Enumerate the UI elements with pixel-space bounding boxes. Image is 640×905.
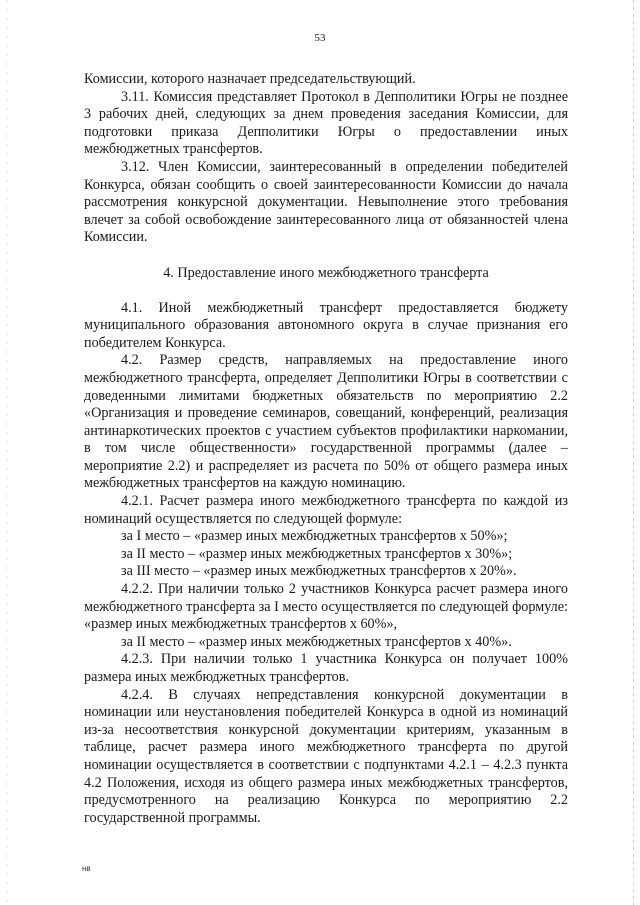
paragraph-4-2-2: 4.2.2. При наличии только 2 участников Конкурса расчет размера иного межбюджетного трансферта за I место осуществляется по следующей формуле: «размер иных межбюджетных трансфертов х 60%», — [84, 581, 568, 633]
scan-edge-right — [633, 0, 634, 905]
paragraph-3-12: 3.12. Член Комиссии, заинтересованный в определении победителей Конкурса, обязан сообщить о своей заинтересованности Комиссии до начала рассмотрения конкурсной документации. Невыполнение этого требования влечет за собой освобождение заинтересованного лица от обязанностей члена Комиссии. — [84, 158, 568, 246]
paragraph-4-2-3: 4.2.3. При наличии только 1 участника Конкурса он получает 100% размера иных межбюджетных трансфертов. — [84, 651, 568, 685]
paragraph-4-1: 4.1. Иной межбюджетный трансферт предоставляется бюджету муниципального образования автономного округа в случае признания его победителем Конкурса. — [84, 299, 568, 351]
document-body — [84, 71, 568, 827]
paragraph-4-2-4: 4.2.4. В случаях непредставления конкурсной документации в номинации или неустановления победителей Конкурса в одной из номинаций из-за несоответствия конкурсной документации критериям, указанным в таблице, расчет размера иного межбюджетного трансферта по другой номинации осуществляется в соответствии с подпунктами 4.2.1 – 4.2.3 пункта 4.2 Положения, исходя из общего размера иных межбюджетных трансфертов, предусмотренного на реализацию Конкурса по мероприятию 2.2 государственной программы. — [84, 686, 568, 826]
paragraph-continuation: Комиссии, которого назначает председательствующий. — [84, 71, 416, 87]
footer-mark: нв — [82, 864, 91, 873]
paragraph-4-2: 4.2. Размер средств, направляемых на предоставление иного межбюджетного трансферта, определяет Депполитики Югры в соответствии с доведенными лимитами бюджетных обязательств по мероприятию 2.2 «Организация и проведение семинаров, совещаний, конференций, реализация антинаркотических проектов с участием субъектов профилактики наркомании, в том числе общественности» государственной программы (далее – мероприятие 2.2) и распределяет из расчета по 50% от общего размера иных межбюджетных трансфертов на каждую номинацию. — [84, 352, 568, 492]
page-number: 53 — [314, 32, 326, 44]
scan-edge-left — [7, 0, 8, 905]
formula-third-place: за III место – «размер иных межбюджетных трансфертов х 20%». — [121, 563, 517, 580]
formula-second-place: за II место – «размер иных межбюджетных трансфертов х 30%»; — [121, 545, 513, 562]
formula-first-place: за I место – «размер иных межбюджетных трансфертов х 50%»; — [121, 528, 508, 545]
formula-two-participants-second: за II место – «размер иных межбюджетных трансфертов х 40%». — [121, 633, 512, 650]
section-heading: 4. Предоставление иного межбюджетного трансферта — [163, 264, 489, 281]
paragraph-3-11: 3.11. Комиссия представляет Протокол в Депполитики Югры не позднее 3 рабочих дней, следующих за днем проведения заседания Комиссии, для подготовки приказа Депполитики Югры о предоставлении иных межбюджетных трансфертов. — [84, 88, 568, 158]
paragraph-4-2-1: 4.2.1. Расчет размера иного межбюджетного трансферта по каждой из номинаций осуществляется по следующей формуле: — [84, 493, 568, 527]
